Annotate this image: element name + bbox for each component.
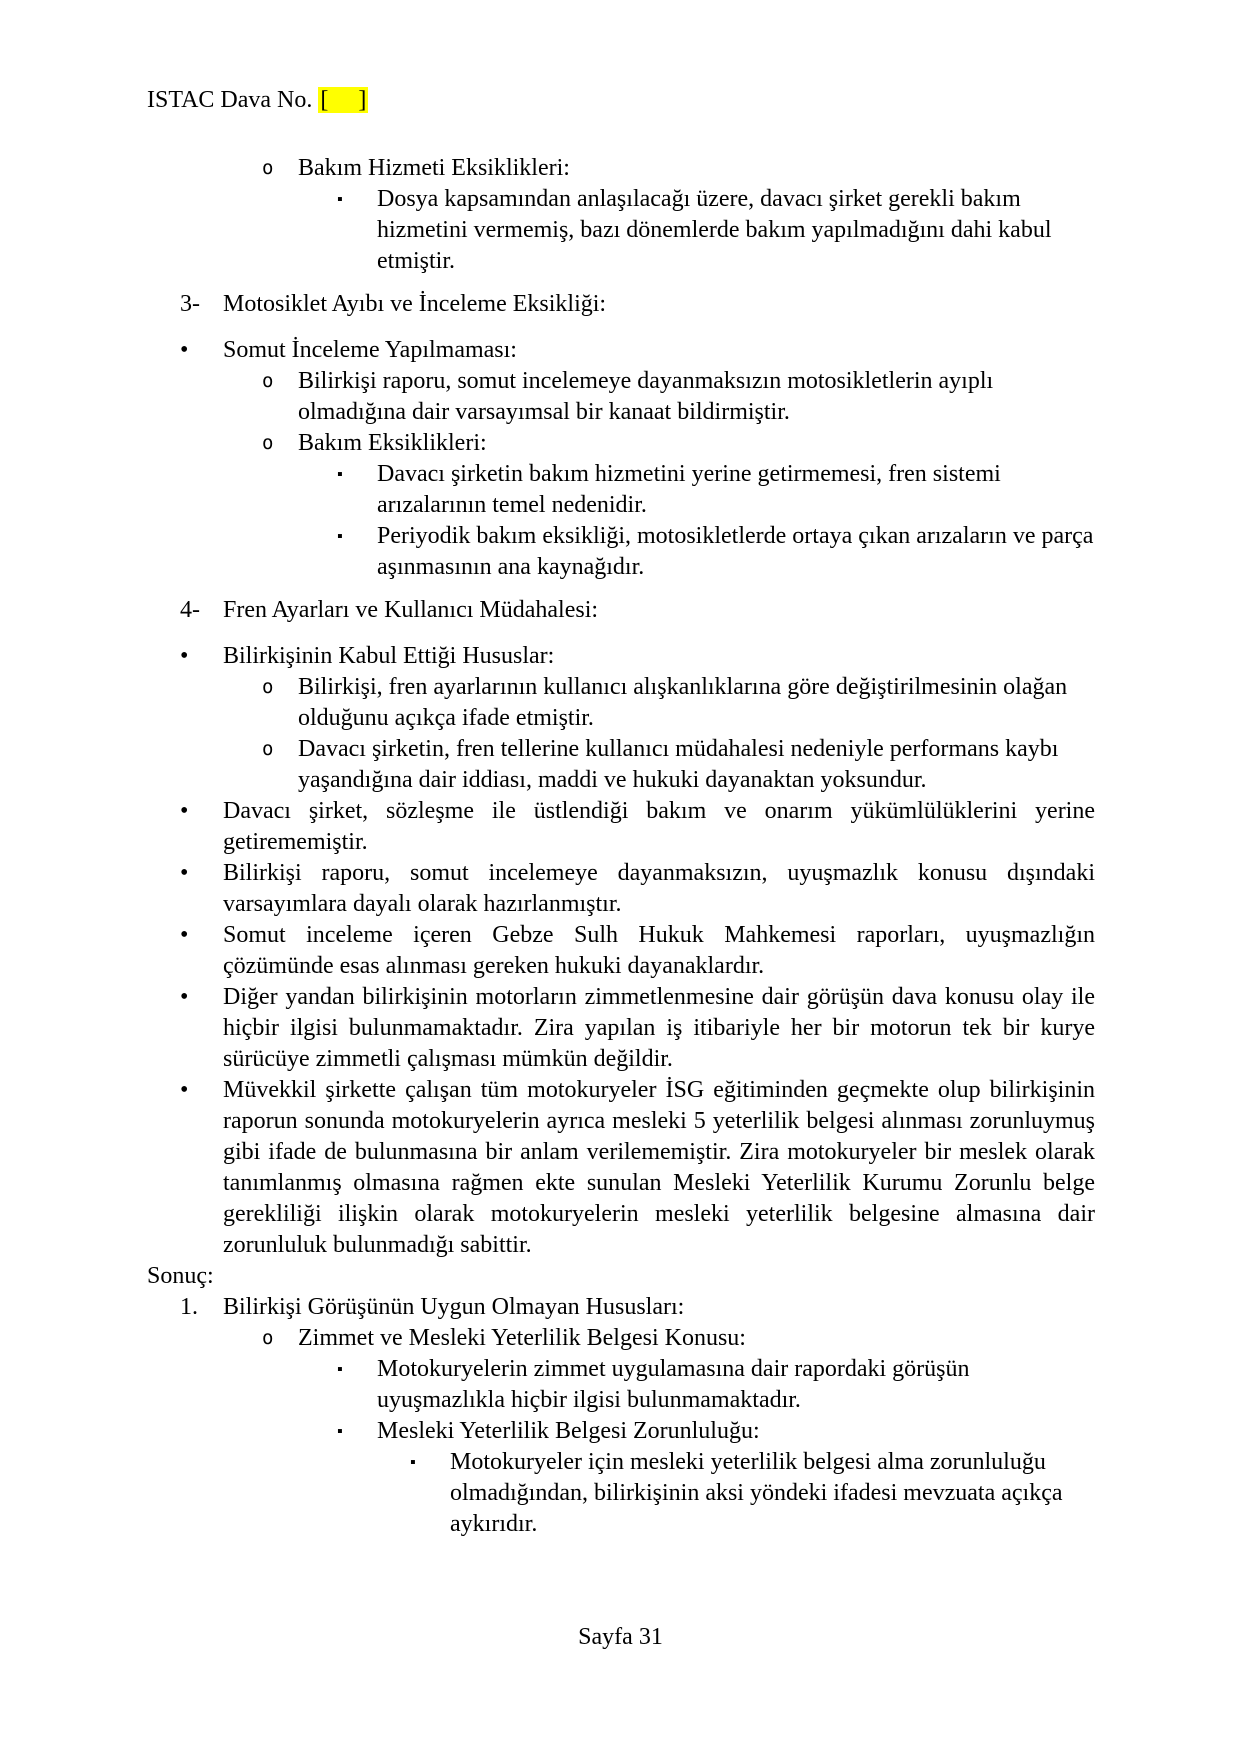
list-item-text: Bilirkişi, fren ayarlarının kullanıcı alışkanlıklarına göre değiştirilmesinin olağan olduğunu açıkça ifade etmiştir. (298, 674, 1068, 731)
list-item (147, 641, 1095, 672)
list-item-text: Bilirkişinin Kabul Ettiği Hususlar: (223, 643, 555, 669)
circle-bullet-icon: o (262, 432, 274, 454)
list-item (147, 1323, 1095, 1354)
list-item-text: Somut inceleme içeren Gebze Sulh Hukuk Mahkemesi raporları, uyuşmazlığın çözümünde esas alınması gereken hukuki dayanaklardır. (223, 922, 1095, 979)
case-number-highlight: [ ] (320, 87, 367, 113)
numbered-item-text: Bilirkişi Görüşünün Uygun Olmayan Hususları: (223, 1294, 685, 1320)
case-label: ISTAC Dava No. (147, 87, 313, 113)
list-item-text: Periyodik bakım eksikliği, motosikletlerde ortaya çıkan arızaların ve parça aşınmasının ana kaynağıdır. (377, 523, 1094, 580)
list-item (147, 335, 1095, 366)
square-bullet-icon: ▪ (337, 1361, 343, 1378)
circle-bullet-icon: o (262, 676, 274, 698)
section-heading (147, 595, 1095, 626)
list-item (147, 1354, 1095, 1416)
list-item-text: Zimmet ve Mesleki Yeterlilik Belgesi Konusu: (298, 1325, 746, 1351)
conclusion-label-text: Sonuç: (147, 1263, 214, 1289)
list-item (147, 796, 1095, 858)
list-item-text: Dosya kapsamından anlaşılacağı üzere, davacı şirket gerekli bakım hizmetini vermemiş, bazı dönemlerde bakım yapılmadığını dahi kabul etmiştir. (377, 186, 1052, 274)
list-item-text: Bakım Eksiklikleri: (298, 430, 487, 456)
list-item (147, 184, 1095, 277)
bullet-icon: • (180, 922, 189, 948)
item-number: 3- (180, 291, 200, 317)
circle-bullet-icon: o (262, 157, 274, 179)
section-heading-text: Motosiklet Ayıbı ve İnceleme Eksikliği: (223, 291, 607, 317)
list-item-text: Motokuryelerin zimmet uygulamasına dair rapordaki görüşün uyuşmazlıkla hiçbir ilgisi bulunmamaktadır. (377, 1356, 970, 1413)
bullet-icon: • (180, 860, 189, 886)
list-item-text: Bakım Hizmeti Eksiklikleri: (298, 155, 570, 181)
item-number: 4- (180, 597, 200, 623)
list-item-text: Somut İnceleme Yapılmaması: (223, 337, 517, 363)
circle-bullet-icon: o (262, 1327, 274, 1349)
list-item (147, 153, 1095, 184)
list-item-text: Bilirkişi raporu, somut incelemeye dayanmaksızın motosikletlerin ayıplı olmadığına dair varsayımsal bir kanaat bildirmiştir. (298, 368, 994, 425)
section-heading (147, 289, 1095, 320)
list-item-text: Müvekkil şirkette çalışan tüm motokuryeler İSG eğitiminden geçmekte olup bilirkişinin raporun sonunda motokuryelerin ayrıca mesleki 5 yeterlilik belgesi alınması zorunluymuş gibi ifade de bulunmasına bir anlam verilememiştir. Zira motokuryeler bir meslek olarak tanımlanmış olmasına rağmen ekte sunulan Mesleki Yeterlilik Kurumu Zorunlu belge gerekliliği ilişkin olarak motokuryelerin mesleki yeterlilik belgesine almasına dair zorunluluk bulunmadığı sabittir. (223, 1077, 1095, 1258)
list-item (147, 428, 1095, 459)
list-item (147, 982, 1095, 1075)
list-item-text: Diğer yandan bilirkişinin motorların zimmetlenmesine dair görüşün dava konusu olay ile hiçbir ilgisi bulunmamaktadır. Zira yapılan iş itibariyle her bir motorun tek bir kurye sürücüye zimmetli çalışması mümkün değildir. (223, 984, 1095, 1072)
list-item-text: Mesleki Yeterlilik Belgesi Zorunluluğu: (377, 1418, 760, 1444)
item-number: 1. (180, 1294, 198, 1320)
list-item (147, 920, 1095, 982)
bullet-icon: • (180, 643, 189, 669)
bullet-icon: • (180, 1077, 189, 1103)
square-bullet-icon: ▪ (410, 1454, 416, 1471)
list-item (147, 672, 1095, 734)
conclusion-label (147, 1261, 1095, 1292)
list-item (147, 858, 1095, 920)
circle-bullet-icon: o (262, 738, 274, 760)
document-body (147, 153, 1095, 1540)
list-item (147, 734, 1095, 796)
square-bullet-icon: ▪ (337, 1423, 343, 1440)
list-item-text: Motokuryeler için mesleki yeterlilik belgesi alma zorunluluğu olmadığından, bilirkişinin aksi yöndeki ifadesi mevzuata açıkça aykırıdır. (450, 1449, 1063, 1537)
section-heading-text: Fren Ayarları ve Kullanıcı Müdahalesi: (223, 597, 599, 623)
bullet-icon: • (180, 337, 189, 363)
list-item (147, 1075, 1095, 1261)
list-item-text: Bilirkişi raporu, somut incelemeye dayanmaksızın, uyuşmazlık konusu dışındaki varsayımlara dayalı olarak hazırlanmıştır. (223, 860, 1095, 917)
list-item (147, 521, 1095, 583)
list-item (147, 366, 1095, 428)
page-footer (0, 1622, 1241, 1653)
page-number: Sayfa 31 (578, 1624, 663, 1650)
list-item (147, 1416, 1095, 1447)
list-item (147, 1447, 1095, 1540)
list-item-text: Davacı şirketin, fren tellerine kullanıcı müdahalesi nedeniyle performans kaybı yaşandığına dair iddiası, maddi ve hukuki dayanaktan yoksundur. (298, 736, 1059, 793)
square-bullet-icon: ▪ (337, 466, 343, 483)
list-item (147, 459, 1095, 521)
bullet-icon: • (180, 984, 189, 1010)
page-header (147, 85, 1095, 116)
numbered-item (147, 1292, 1095, 1323)
square-bullet-icon: ▪ (337, 528, 343, 545)
list-item-text: Davacı şirketin bakım hizmetini yerine getirmemesi, fren sistemi arızalarının temel nedenidir. (377, 461, 1001, 518)
square-bullet-icon: ▪ (337, 191, 343, 208)
list-item-text: Davacı şirket, sözleşme ile üstlendiği bakım ve onarım yükümlülüklerini yerine getirememiştir. (223, 798, 1095, 855)
bullet-icon: • (180, 798, 189, 824)
circle-bullet-icon: o (262, 370, 274, 392)
